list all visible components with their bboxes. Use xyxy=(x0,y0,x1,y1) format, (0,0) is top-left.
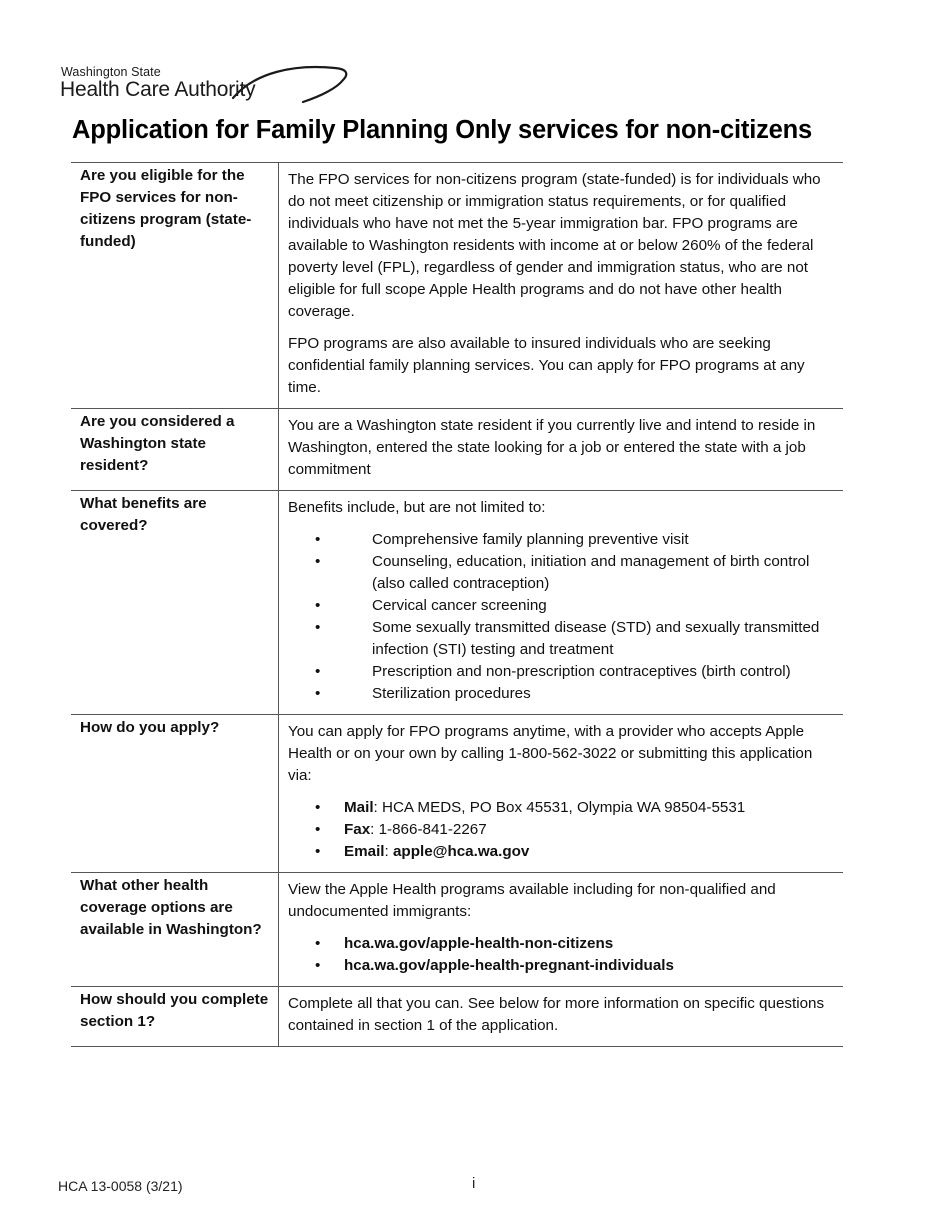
list-item: • Sterilization procedures xyxy=(288,683,833,705)
links-list xyxy=(288,933,833,977)
hca-logo xyxy=(60,62,300,106)
form-number: HCA 13-0058 (3/21) xyxy=(58,1178,183,1194)
bullet-icon: • xyxy=(315,799,321,816)
bullet-icon: • xyxy=(315,821,321,838)
list-item: • Some sexually transmitted disease (STD) and sexually transmitted infection (STI) testing and treatment xyxy=(315,619,820,658)
bullet-icon: • xyxy=(315,843,321,860)
table-row xyxy=(71,163,843,409)
answer-paragraph: Complete all that you can. See below for more information on specific questions contained in section 1 of the application. xyxy=(288,995,825,1034)
link-non-citizens[interactable]: hca.wa.gov/apple-health-non-citizens xyxy=(344,935,614,952)
contact-mail: • Mail: HCA MEDS, PO Box 45531, Olympia WA 98504-5531 xyxy=(288,797,833,819)
answer-cell xyxy=(279,873,844,987)
list-item: • Cervical cancer screening xyxy=(288,595,833,617)
answer-intro: View the Apple Health programs available including for non-qualified and undocumented immigrants: xyxy=(288,881,776,920)
answer-paragraph: You are a Washington state resident if you currently live and intend to reside in Washington, entered the state looking for a job or entered the state with a job commitment xyxy=(288,417,816,478)
table-row xyxy=(71,987,843,1047)
question-cell: Are you considered a Washington state resident? xyxy=(71,409,279,491)
contact-list xyxy=(288,797,833,863)
question-cell: How do you apply? xyxy=(71,715,279,873)
list-item: • Counseling, education, initiation and management of birth control (also called contraception) xyxy=(315,553,810,592)
answer-cell xyxy=(279,163,844,409)
answer-cell xyxy=(279,491,844,715)
logo-line-1: Washington State xyxy=(61,65,161,79)
bullet-icon: • xyxy=(315,619,321,636)
bullet-icon: • xyxy=(315,597,321,614)
page-number: i xyxy=(472,1175,476,1192)
logo-line-2: Health Care Authority xyxy=(60,78,256,101)
answer-intro: You can apply for FPO programs anytime, with a provider who accepts Apple Health or on your own by calling 1-800-562-3022 or submitting this application via: xyxy=(288,723,813,784)
page-title: Application for Family Planning Only services for non-citizens xyxy=(72,116,812,144)
table-row xyxy=(71,409,843,491)
question-cell: How should you complete section 1? xyxy=(71,987,279,1047)
table-row xyxy=(71,715,843,873)
bullet-icon: • xyxy=(315,957,321,974)
bullet-icon: • xyxy=(315,685,321,702)
list-item xyxy=(288,933,833,955)
table-row xyxy=(71,491,843,715)
answer-paragraph: The FPO services for non-citizens program (state-funded) is for individuals who do not meet citizenship or immigration status requirements, or for qualified individuals who have not met the 5-year immigration bar. FPO programs are available to Washington residents with income at or below 260% of the federal poverty level (FPL), regardless of gender and immigration status, who are not eligible for full scope Apple Health programs and do not have other health coverage. xyxy=(288,171,821,320)
answer-cell xyxy=(279,987,844,1047)
contact-email: • Email: apple@hca.wa.gov xyxy=(288,841,833,863)
bullet-icon: • xyxy=(315,531,321,548)
contact-fax: • Fax: 1-866-841-2267 xyxy=(288,819,833,841)
question-cell: What benefits are covered? xyxy=(71,491,279,715)
list-item: • Comprehensive family planning preventive visit xyxy=(288,529,833,551)
list-item: • Prescription and non-prescription contraceptives (birth control) xyxy=(288,661,833,683)
answer-cell xyxy=(279,409,844,491)
bullet-icon: • xyxy=(315,663,321,680)
answer-intro: Benefits include, but are not limited to: xyxy=(288,499,546,516)
list-item xyxy=(288,955,833,977)
bullet-icon: • xyxy=(315,935,321,952)
info-table xyxy=(71,162,843,1047)
question-cell: Are you eligible for the FPO services for non-citizens program (state-funded) xyxy=(71,163,279,409)
benefits-list xyxy=(288,529,833,705)
link-pregnant-individuals[interactable]: hca.wa.gov/apple-health-pregnant-individuals xyxy=(344,957,674,974)
email-link[interactable]: apple@hca.wa.gov xyxy=(392,843,530,860)
logo-swoosh-icon xyxy=(225,62,350,106)
answer-cell xyxy=(279,715,844,873)
table-row xyxy=(71,873,843,987)
question-cell: What other health coverage options are available in Washington? xyxy=(71,873,279,987)
bullet-icon: • xyxy=(315,553,321,570)
answer-paragraph: FPO programs are also available to insured individuals who are seeking confidential family planning services. You can apply for FPO programs at any time. xyxy=(288,335,805,396)
